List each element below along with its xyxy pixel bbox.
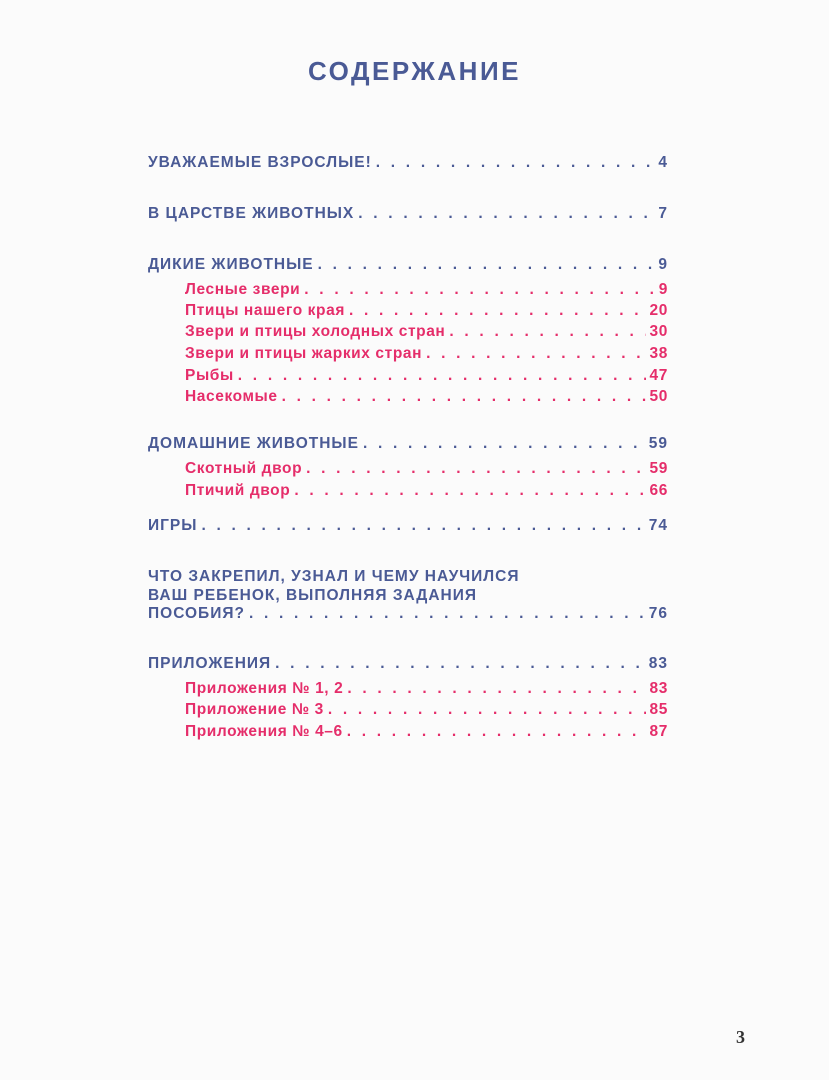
toc-entry-label: Звери и птицы жарких стран <box>185 345 423 362</box>
toc-entry-page: 83 <box>648 655 668 672</box>
toc-leader-dots <box>282 387 646 407</box>
toc-entry-label: ДИКИЕ ЖИВОТНЫЕ <box>148 256 314 273</box>
toc-subentry-birds-of-our-region[interactable] <box>185 301 668 321</box>
toc-subentry-poultry-yard[interactable] <box>185 481 668 501</box>
toc-entry-wild-animals[interactable] <box>148 255 668 275</box>
toc-entry-page: 66 <box>649 482 668 499</box>
toc-entry-page: 38 <box>649 345 668 362</box>
toc-entry-learned[interactable] <box>148 604 668 624</box>
toc-entry-label: ПРИЛОЖЕНИЯ <box>148 655 272 672</box>
toc-entry-page: 85 <box>649 701 668 718</box>
toc-entry-label: Звери и птицы холодных стран <box>185 323 446 340</box>
toc-entry-dear-adults[interactable] <box>148 153 668 173</box>
toc-entry-label: УВАЖАЕМЫЕ ВЗРОСЛЫЕ! <box>148 154 372 171</box>
toc-leader-dots <box>376 153 655 173</box>
toc-subentry-insects[interactable] <box>185 387 668 407</box>
toc-entry-label: Приложения № 4–6 <box>185 723 343 740</box>
page-number: 3 <box>736 1027 745 1047</box>
toc-entry-label: В ЦАРСТВЕ ЖИВОТНЫХ <box>148 205 355 222</box>
toc-entry-label: ДОМАШНИЕ ЖИВОТНЫЕ <box>148 435 359 452</box>
toc-entry-learned-line1[interactable]: ЧТО ЗАКРЕПИЛ, УЗНАЛ И ЧЕМУ НАУЧИЛСЯ <box>148 568 520 585</box>
toc-entry-label: Насекомые <box>185 388 278 405</box>
toc-leader-dots <box>304 280 654 300</box>
toc-leader-dots <box>306 459 645 479</box>
toc-entry-page: 47 <box>649 367 668 384</box>
toc-leader-dots <box>294 481 645 501</box>
toc-entry-page: 74 <box>648 517 668 534</box>
toc-leader-dots <box>249 604 645 624</box>
toc-entry-label: Приложения № 1, 2 <box>185 680 344 697</box>
toc-subentry-cattle-yard[interactable] <box>185 459 668 479</box>
toc-entry-page: 20 <box>649 302 668 319</box>
toc-subentry-cold-countries[interactable] <box>185 322 668 342</box>
toc-leader-dots <box>349 301 646 321</box>
toc-leader-dots <box>449 322 645 342</box>
toc-entry-page: 76 <box>648 605 668 622</box>
toc-entry-learned-line2[interactable]: ВАШ РЕБЕНОК, ВЫПОЛНЯЯ ЗАДАНИЯ <box>148 587 478 604</box>
toc-entry-label: Птичий двор <box>185 482 291 499</box>
toc-entry-label: Скотный двор <box>185 460 303 477</box>
toc-entry-page: 7 <box>658 205 668 222</box>
toc-entry-label: Приложение № 3 <box>185 701 324 718</box>
toc-entry-page: 4 <box>658 154 668 171</box>
toc-entry-page: 9 <box>658 256 668 273</box>
toc-subentry-fish[interactable] <box>185 366 668 386</box>
toc-leader-dots <box>426 344 645 364</box>
toc-subentry-appendices-4-6[interactable] <box>185 722 668 742</box>
toc-entry-animal-kingdom[interactable] <box>148 204 668 224</box>
toc-leader-dots <box>318 255 655 275</box>
toc-entry-label: ПОСОБИЯ? <box>148 605 245 622</box>
toc-leader-dots <box>363 434 645 454</box>
toc-leader-dots <box>347 679 645 699</box>
toc-leader-dots <box>201 516 644 536</box>
toc-entry-games[interactable] <box>148 516 668 536</box>
toc-leader-dots <box>328 700 646 720</box>
toc-entry-label: Птицы нашего края <box>185 302 345 319</box>
toc-leader-dots <box>347 722 646 742</box>
toc-entry-page: 83 <box>649 680 668 697</box>
toc-entry-page: 59 <box>648 435 668 452</box>
toc-entry-appendices[interactable] <box>148 654 668 674</box>
toc-entry-page: 59 <box>649 460 668 477</box>
toc-entry-label: ИГРЫ <box>148 517 198 534</box>
toc-entry-domestic-animals[interactable] <box>148 434 668 454</box>
toc-entry-label: Рыбы <box>185 367 234 384</box>
toc-subentry-appendix-3[interactable] <box>185 700 668 720</box>
toc-subentry-forest-animals[interactable] <box>185 280 668 300</box>
toc-leader-dots <box>275 654 645 674</box>
toc-leader-dots <box>238 366 646 386</box>
toc-entry-page: 30 <box>649 323 668 340</box>
toc-entry-page: 50 <box>649 388 668 405</box>
toc-subentry-appendices-1-2[interactable] <box>185 679 668 699</box>
toc-entry-page: 9 <box>658 281 668 298</box>
toc-leader-dots <box>358 204 654 224</box>
page-title: СОДЕРЖАНИЕ <box>308 56 521 86</box>
toc-entry-page: 87 <box>649 723 668 740</box>
toc-entry-label: Лесные звери <box>185 281 301 298</box>
toc-subentry-hot-countries[interactable] <box>185 344 668 364</box>
